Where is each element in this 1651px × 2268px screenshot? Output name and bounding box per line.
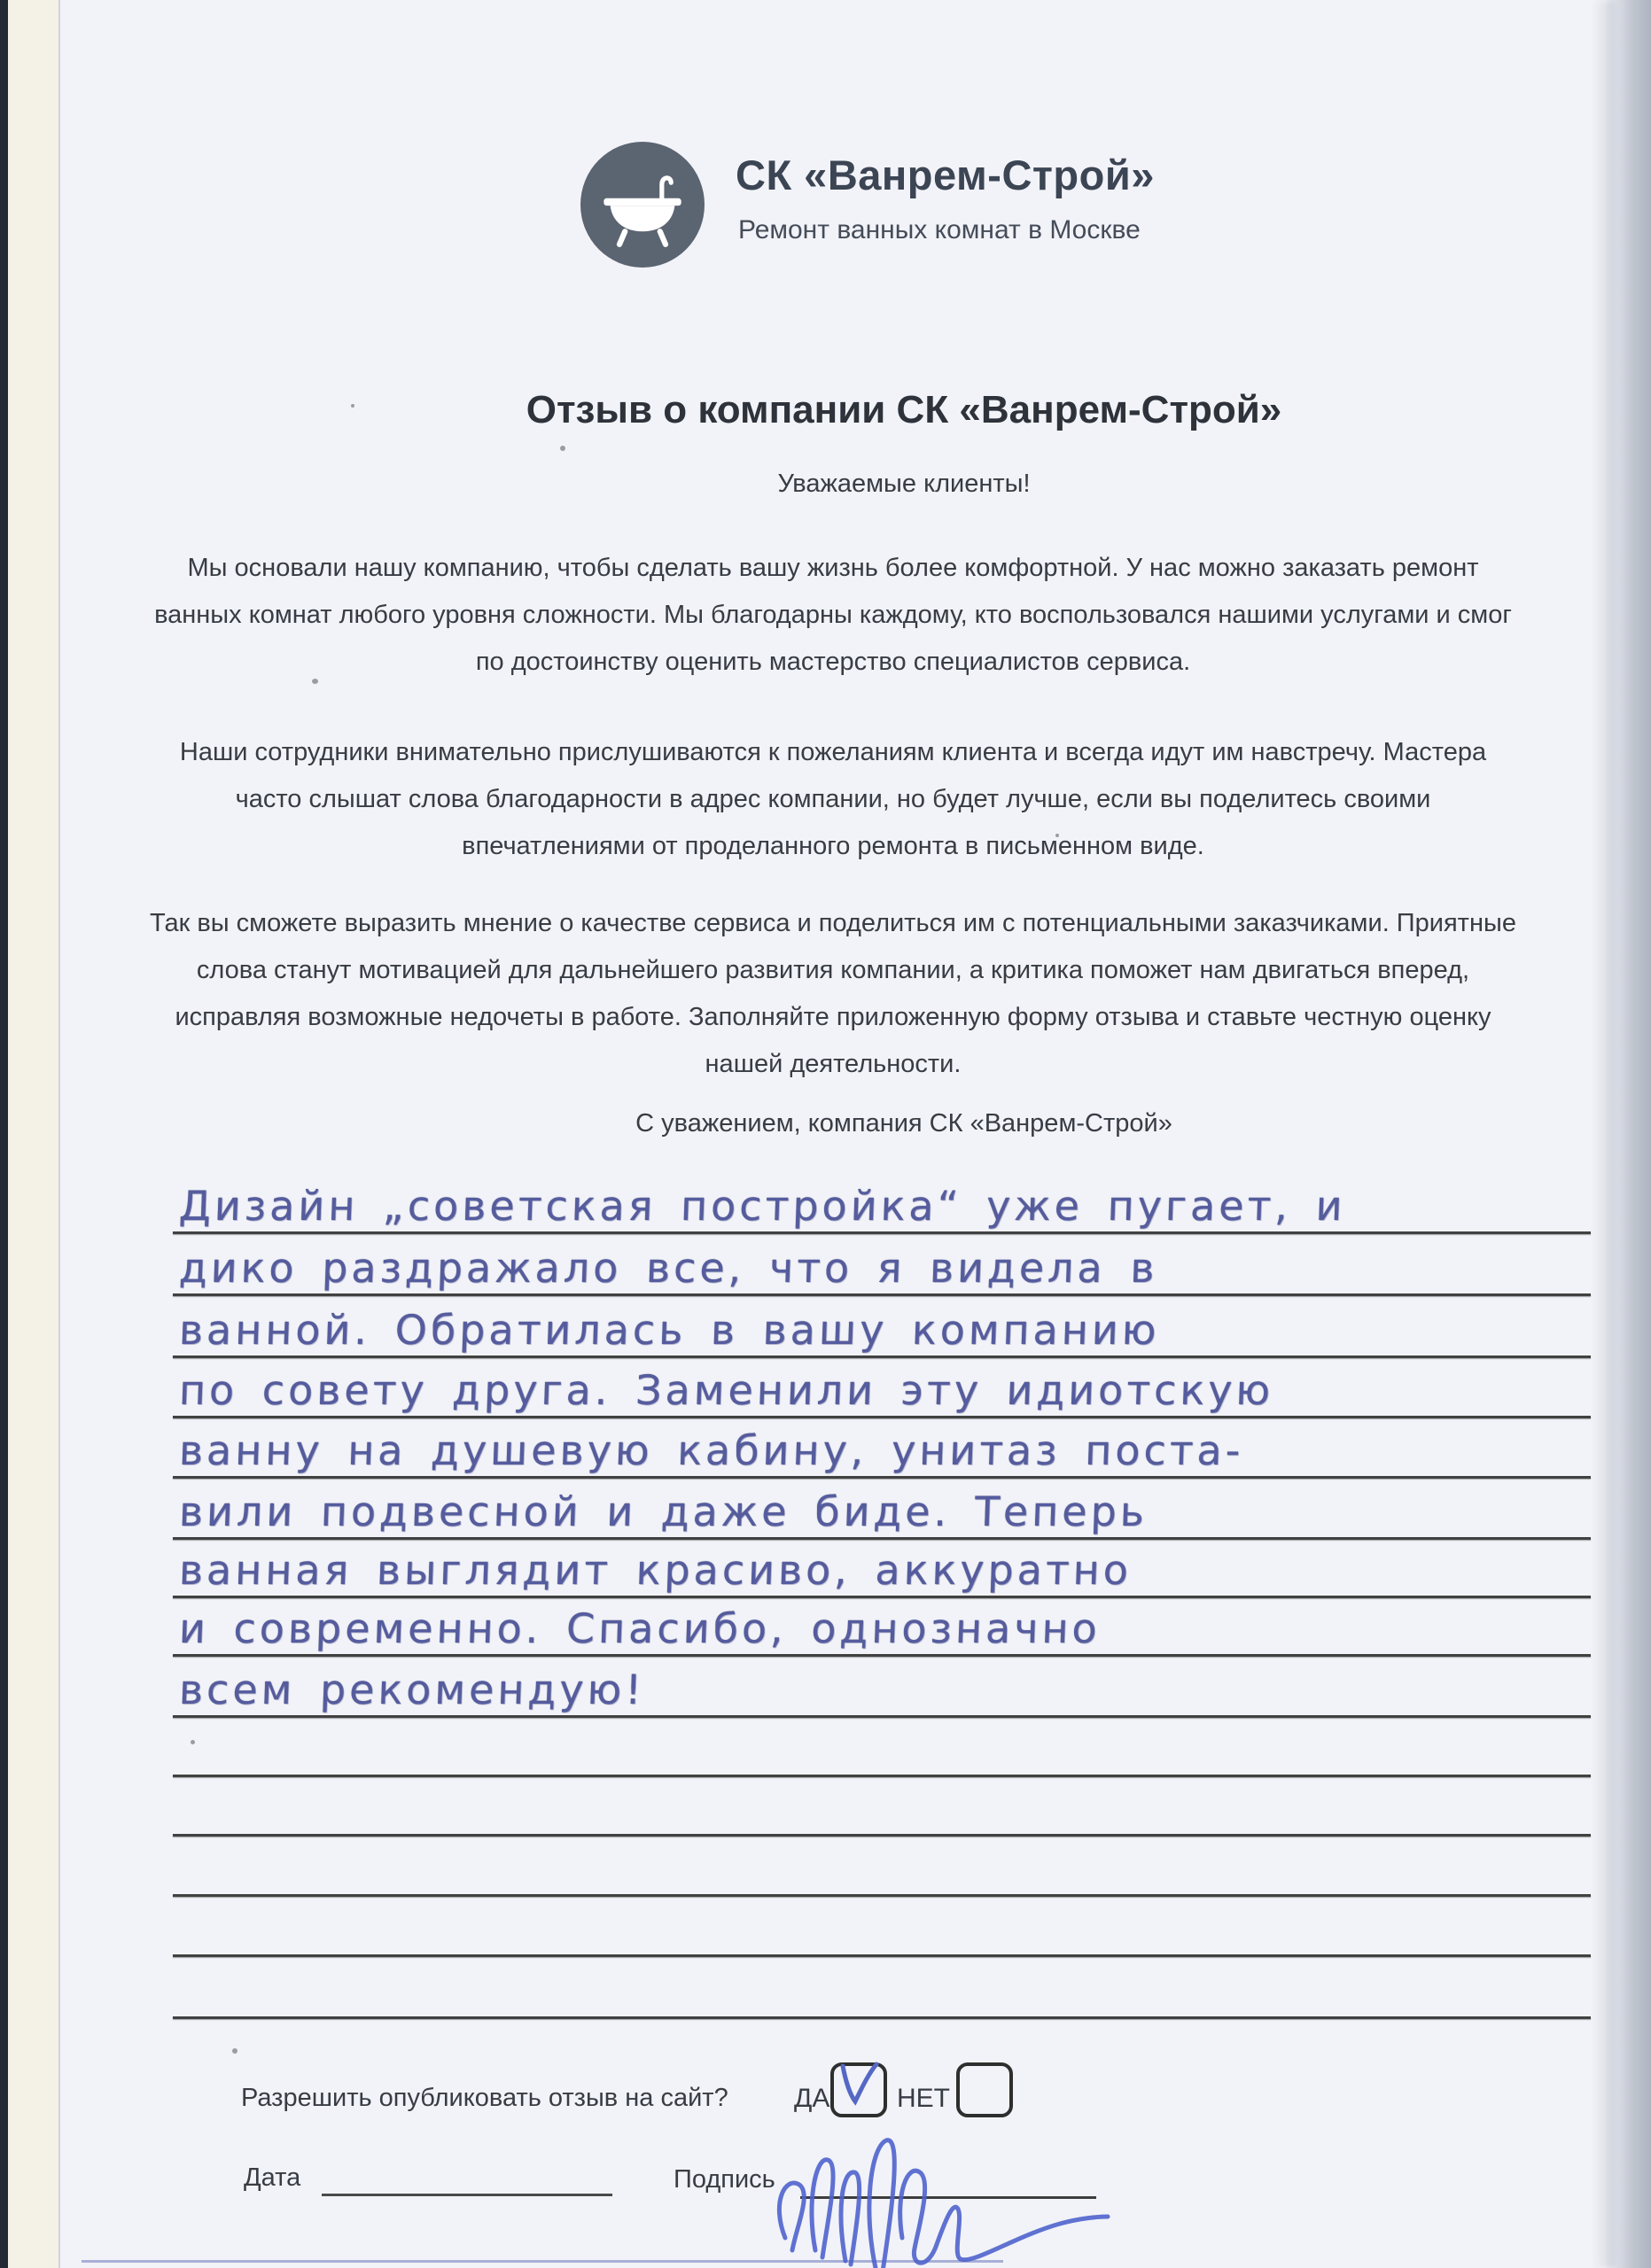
- handwritten-line: по совету друга. Заменили эту идиотскую: [178, 1366, 1275, 1414]
- ruled-line: [173, 1596, 1591, 1598]
- paragraph-1: [124, 545, 1542, 686]
- paragraph-line: часто слышат слова благодарности в адрес компании, но будет лучше, если вы поделитесь своими: [235, 785, 1431, 813]
- handwritten-line: и современно. Спасибо, однозначно: [178, 1604, 1102, 1652]
- greeting-text: Уважаемые клиенты!: [777, 470, 1031, 498]
- page-title: Отзыв о компании СК «Ванрем-Строй»: [526, 388, 1282, 431]
- paragraph-line: ванных комнат любого уровня сложности. Мы благодарны каждому, кто воспользовался нашими услугами и смог: [154, 601, 1512, 629]
- handwritten-line: ванная выглядит красиво, аккуратно: [178, 1546, 1133, 1594]
- ruled-line: [173, 1715, 1591, 1718]
- paragraph-2: [124, 729, 1542, 870]
- ruled-line: [173, 2016, 1591, 2019]
- paragraph-line: Так вы сможете выразить мнение о качестве сервиса и поделиться им с потенциальными заказчиками. Приятные: [150, 909, 1516, 937]
- ruled-line: [173, 1293, 1591, 1296]
- consent-yes-label: ДА: [794, 2084, 830, 2113]
- ruled-line: [173, 1476, 1591, 1479]
- date-blank-line: [322, 2194, 612, 2196]
- ruled-line: [173, 1355, 1591, 1358]
- bathtub-icon: [596, 157, 689, 253]
- scan-speck: [232, 2048, 238, 2054]
- signature-label: Подпись: [674, 2165, 775, 2194]
- paragraph-line: исправляя возможные недочеты в работе. Заполняйте приложенную форму отзыва и ставьте честную оценку: [175, 1003, 1491, 1031]
- handwritten-line: ванну на душевую кабину, унитаз поста-: [178, 1426, 1245, 1474]
- brand-tagline: Ремонт ванных комнат в Москве: [738, 215, 1141, 245]
- ruled-line: [173, 1834, 1591, 1837]
- company-logo: [580, 142, 705, 268]
- paragraph-line: Мы основали нашу компанию, чтобы сделать вашу жизнь более комфортной. У нас можно заказать ремонт: [187, 554, 1479, 582]
- paragraph-3: [124, 900, 1542, 1088]
- signoff-text: С уважением, компания СК «Ванрем-Строй»: [635, 1109, 1172, 1138]
- ruled-line: [173, 1231, 1591, 1234]
- handwritten-line: вили подвесной и даже биде. Теперь: [178, 1487, 1149, 1535]
- ruled-line: [173, 1537, 1591, 1540]
- scan-speck: [191, 1740, 195, 1744]
- handwritten-signature: [759, 2098, 1122, 2268]
- ruled-line: [173, 1775, 1591, 1777]
- scan-right-edge: [1605, 0, 1651, 2268]
- paragraph-line: по достоинству оценить мастерство специалистов сервиса.: [475, 648, 1191, 676]
- scan-left-margin: [8, 0, 58, 2268]
- handwritten-line: всем рекомендую!: [178, 1666, 646, 1713]
- handwritten-line: дико раздражало все, что я видела в: [178, 1244, 1159, 1292]
- paragraph-line: нашей деятельности.: [705, 1050, 962, 1078]
- publish-consent-question: Разрешить опубликовать отзыв на сайт?: [241, 2084, 728, 2112]
- ruled-line: [173, 1654, 1591, 1657]
- handwritten-line: ванной. Обратилась в вашу компанию: [178, 1306, 1161, 1354]
- scan-speck: [560, 446, 565, 451]
- scan-left-edge: [0, 0, 8, 2268]
- paragraph-line: слова станут мотивацией для дальнейшего развития компании, а критика поможет нам двигаться вперед,: [196, 956, 1470, 984]
- brand-name: СК «Ванрем-Строй»: [736, 151, 1155, 198]
- ruled-line: [173, 1894, 1591, 1897]
- date-label: Дата: [244, 2163, 301, 2192]
- ruled-line: [173, 1954, 1591, 1957]
- paragraph-line: Наши сотрудники внимательно прислушиваются к пожеланиям клиента и всегда идут им навстречу. Мастера: [179, 738, 1487, 766]
- consent-no-label: НЕТ: [897, 2084, 950, 2113]
- paragraph-line: впечатлениями от проделанного ремонта в письменном виде.: [462, 832, 1204, 860]
- ruled-line: [173, 1416, 1591, 1418]
- handwritten-line: Дизайн „советская постройка“ уже пугает, и: [178, 1182, 1347, 1230]
- page-edge-line: [58, 0, 60, 2268]
